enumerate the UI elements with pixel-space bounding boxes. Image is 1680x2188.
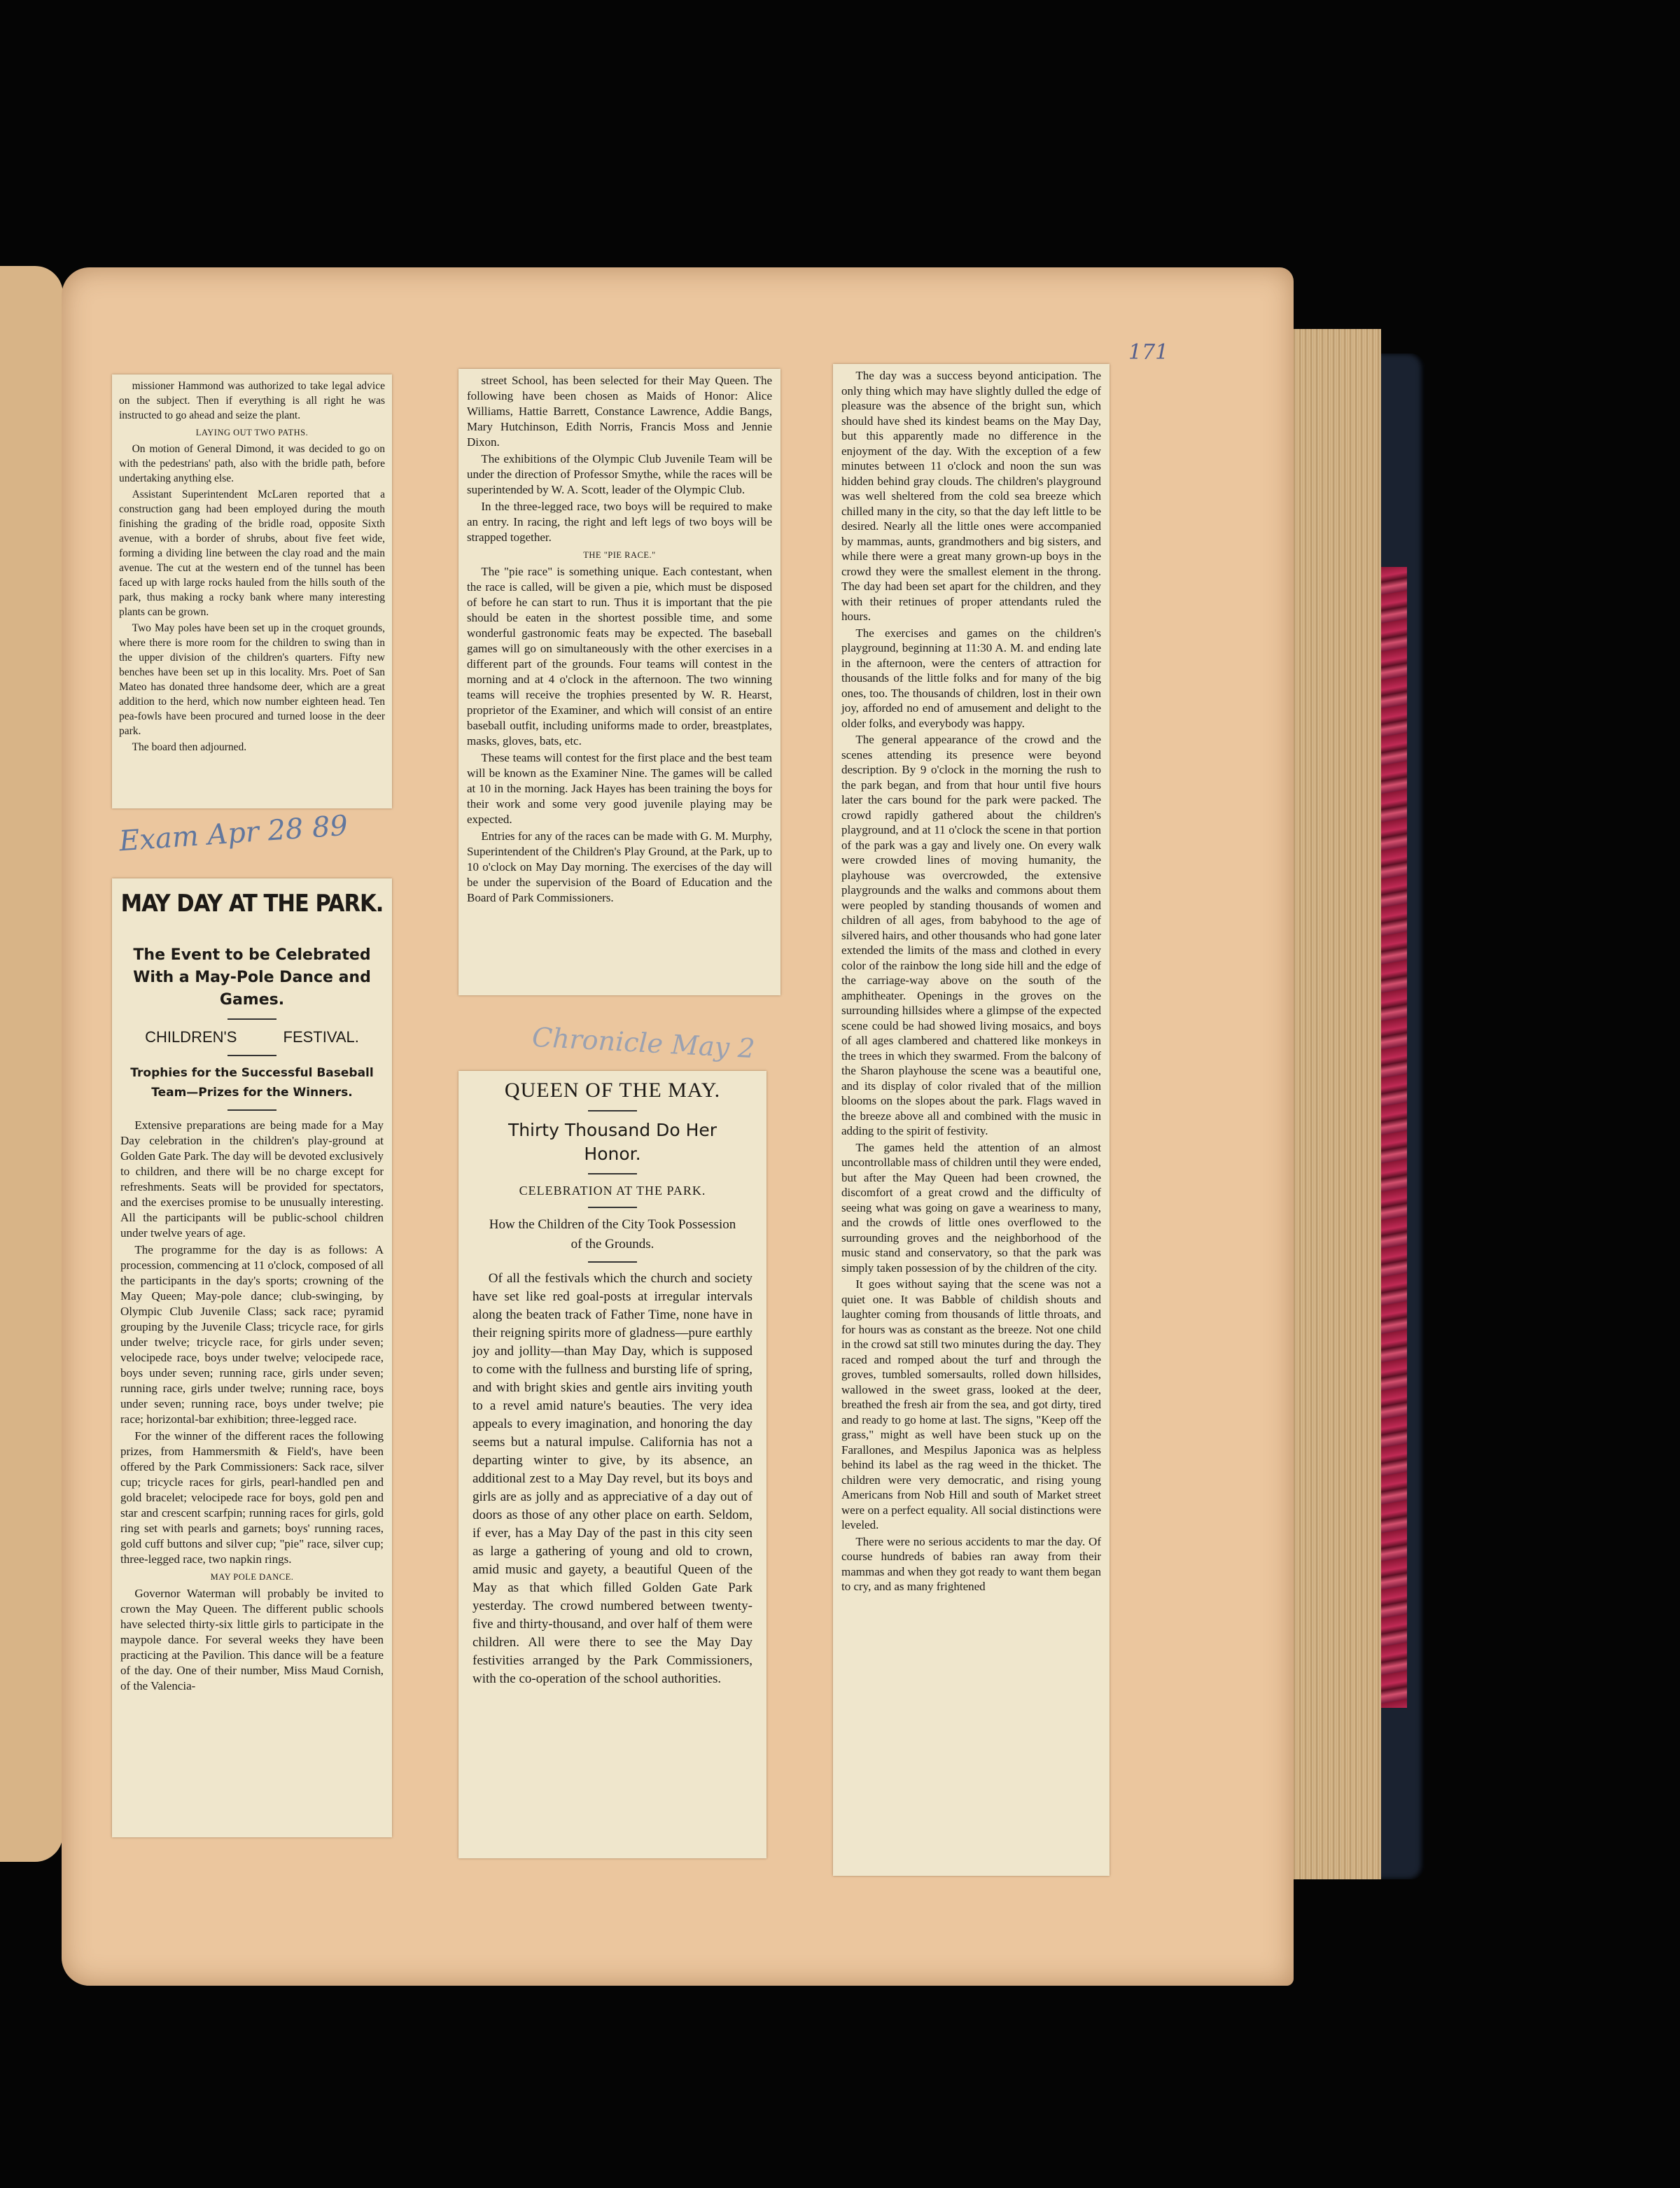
previous-page-edge [0,266,63,1862]
divider [227,1109,276,1111]
middle-clipping-top [458,369,780,995]
subheading: LAYING OUT TWO PATHS. [195,428,309,437]
article-paragraph: Of all the festivals which the church and society have set like red goal-posts at irregular intervals along the beaten track of Father Time, none have in their reigning spirits more of gladness—pure earthly joy and jollity—than May Day, which is supposed to come with the fullness and bursting life of spring, and with bright skies and gentle airs inviting youth to a revel amid nature's beauties. The very idea appeals to every imagination, and honoring the day seems but a natural impulse. California has not a departing winter to give, by its absence, an additional zest to a May Day revel, but its boys and girls are as jolly and as appreciative of a day out of doors as those of any other place on earth. Seldom, if ever, has a May Day of the past in this city seen as large a gathering of young and old to crown, amid music and gayety, a beautiful Queen of the May as that which filled Golden Gate Park yesterday. The crowd numbered between twenty-five and thirty-thousand, and over half of them were children. All were there to see the May Day festivities arranged by the Park Commissioners, with the co-operation of the school authorities. [472,1271,752,1686]
article-paragraph: Two May poles have been set up in the croquet grounds, where there is more room for the children to swing than in the upper division of the children's quarters. Fifty new benches have been set up in this locality. Mrs. Poet of San Mateo has donated three handsome deer, which are a great addition to the herd, which now number eighteen head. Ten pea-fowls have been procured and turned loose in the deer park. [119,622,385,737]
handwritten-source-note: Chronicle May 2 [531,1021,756,1065]
headline: QUEEN OF THE MAY. [504,1079,721,1102]
article-paragraph: It goes without saying that the scene was not a quiet one. It was Babble of childish shouts and laughter coming from thousands of little throats, and for hours was as constant as the breeze. Not one child in the crowd sat still two minutes during the day. They raced and romped about the turf and through the groves, tumbled somersaults, rolled down hillsides, wallowed in the sweet grass, looked at the deer, breathed the fresh air from the sea, and got dirty, tired and ready to go home at last. The signs, "Keep off the grass," might as well have been stuck up on the Farallones, and Mespilus Japonica was as helpless behind its label as the rag weed in the thicket. The children were very democratic, and rising young Americans from Nob Hill and south of Market street were on a perfect equality. All social distinctions were leveled. [841,1277,1101,1531]
subheading: THE "PIE RACE." [583,550,656,560]
article-paragraph: The board then adjourned. [132,741,247,753]
divider [588,1261,637,1263]
divider [227,1018,276,1020]
article-paragraph: In the three-legged race, two boys will be required to make an entry. In racing, the right and left legs of two boys will be strapped together. [467,500,772,544]
article-paragraph: street School, has been selected for their May Queen. The following have been chosen as Maids of Honor: Alice Williams, Hattie Barrett, Constance Lawrence, Addie Bangs, Mary Hutchinson, Edith Norris, Francis Moss and Jennie Dixon. [467,374,772,449]
article-paragraph: The exercises and games on the children's playground, beginning at 11:30 A. M. and ending late in the afternoon, were the centers of attraction for thousands of the little folks and for many of the big ones, too. The thousands of children, lost in their own joy, afforded no end of amusement and delight to the older folks, and everybody was happy. [841,626,1101,730]
deck-subtitle: Thirty Thousand Do Her Honor. [507,1120,718,1164]
right-clipping [833,364,1110,1876]
left-top-paragraphs [119,379,385,423]
article-paragraph: The exhibitions of the Olympic Club Juvenile Team will be under the direction of Professor Smythe, while the races will be superintended by W. A. Scott, leader of the Olympic Club. [467,452,772,496]
deck-subtitle: CELEBRATION AT THE PARK. [519,1184,706,1198]
deck-subtitle: The Event to be Celebrated With a May-Pole Dance and Games. [133,946,371,1009]
handwritten-source-note: Exam Apr 28 89 [118,809,349,858]
left-clipping-top [112,374,392,808]
article-paragraph: These teams will contest for the first place and the best team will be known as the Examiner Nine. The games will be called at 10 in the morning. Jack Hayes has been training the boys for their work and some very good juvenile playing may be expected. [467,751,772,826]
divider [227,1055,276,1056]
deck-subtitle: Trophies for the Successful Baseball Team—Prizes for the Winners. [130,1066,374,1100]
article-paragraph: The general appearance of the crowd and the scenes attending its presence were beyond description. By 9 o'clock in the morning the rush to the park began, and from that hour until five hours later the cars bound for the park were packed. The crowd rapidly gathered about the children's playground, and at 11 o'clock the scene in that portion of the park was a gay and lively one. On every walk were crowded lines of moving humanity, the playhouse was overcrowded, the extensive playgrounds and the walks and commons about them were peopled by standing thousands of women and children of all ages, from babyhood to the age of silvered hairs, and other thousands who had gone later extended the limits of the mass and clothed in every color of the rainbow the long side hill and the edge of the carriage-way above on the south of the amphitheater. Openings in the groves on the surrounding hillsides where a glimpse of the expected scene could be had showed living mosaics, and boys of all ages clambered and chattered like monkeys in the trees in which they swarmed. From the balcony of the Sharon playhouse the scene was a beautiful one, and its display of color rivaled that of the million blooms on the slopes about the park. Flags waved in the breeze above all and combined with the music in adding to the spirit of festivity. [841,733,1101,1137]
page-number: 171 [1128,340,1169,365]
subheading: MAY POLE DANCE. [210,1572,294,1582]
article-paragraph: There were no serious accidents to mar the day. Of course hundreds of babies ran away from their mammas and when they got ready to want them began to cry, and as many frightened [841,1534,1101,1593]
divider [588,1207,637,1208]
marbled-edge [1379,567,1407,1708]
headline: MAY DAY AT THE PARK. [120,890,384,918]
article-paragraph: Assistant Superintendent McLaren reported that a construction gang had been employed during the mouth finishing the grading of the bridle road, opposite Sixth avenue, with a border of shrubs, about five feet wide, forming a dividing line between the clay road and the main avenue. The cut at the western end of the tunnel has been faced up with large rocks hauled from the hills south of the park, thus making a rocky bank where many interesting plants can be grown. [119,489,385,618]
article-paragraph: For the winner of the different races the following prizes, from Hammersmith & Field's, have been offered by the Park Commissioners: Sack race, silver cup; tricycle races for girls, pearl-handled pen and gold bracelet; velocipede race for boys, gold pen and star and crescent scarfpin; running races for girls, gold ring set with pearls and garnets; boys' running races, gold cuff buttons and silver cup; "pie" race, silver cup; three-legged race, two napkin rings. [120,1429,384,1566]
article-paragraph: Governor Waterman will probably be invited to crown the May Queen. The different public schools have selected thirty-six little girls to participate in the maypole dance. For several weeks they have been practicing at the Pavilion. This dance will be a feature of the day. One of their number, Miss Maud Cornish, of the Valencia- [120,1587,384,1692]
article-paragraph: Entries for any of the races can be made with G. M. Murphy, Superintendent of the Children's Play Ground, at the Park, up to 10 o'clock on May Day morning. The exercises of the day will be under the supervision of the Board of Education and the Board of Park Commissioners. [467,829,772,904]
deck-subtitle: How the Children of the City Took Possession of the Grounds. [489,1217,736,1251]
article-paragraph: The "pie race" is something unique. Each contestant, when the race is called, will be given a pie, which must be disposed of before he can start to run. Thus it is important that the pie should be eaten in the shortest possible time, and some wonderful gastronomic feats may be expected. The baseball games will go on simultaneously with the other exercises in a different part of the grounds. Four teams will contest in the morning and at 4 o'clock in the afternoon. The two winning teams will receive the trophies presented by W. R. Hearst, proprietor of the Examiner, and which will consist of an entire baseball outfit, including uniforms made to order, breastplates, masks, gloves, bats, etc. [467,565,772,748]
left-clipping-main [112,878,392,1837]
article-paragraph: The games held the attention of an almost uncontrollable mass of children until they were ended, but after the May Queen had been crowned, the discomfort of a great crowd and the difficulty of seeing what was going on gave a weariness to many, and the crowds of little ones overflowed to the surrounding groves and the neighborhood of the music stand and conservatory, so that the park was simply taken possession of by the children of the city. [841,1140,1101,1275]
deck-subtitle: CHILDREN'S FESTIVAL. [145,1028,359,1046]
article-paragraph: On motion of General Dimond, it was decided to go on with the pedestrians' path, also with the bridle path, before undertaking anything else. [119,443,385,484]
article-paragraph: Extensive preparations are being made for a May Day celebration in the children's play-ground at Golden Gate Park. The day will be devoted exclusively to children, and there will be no charge except for refreshments. Seats will be provided for spectators, and the exercises promise to be unusually interesting. All the participants will be public-school children under twelve years of age. [120,1118,384,1240]
middle-clipping-main [458,1071,766,1858]
divider [588,1110,637,1111]
divider [588,1173,637,1174]
article-paragraph: The programme for the day is as follows: A procession, commencing at 11 o'clock, composed of all the participants in the day's sports; crowning of the May Queen; May-pole dance; club-swinging, by Olympic Club Juvenile Class; sack race; pyramid grouping by the Juvenile Class; tricycle race, for girls under twelve; tricycle race, for girls under seven; velocipede race, boys under twelve; velocipede race, boys under seven; running race, girls under seven; running race, girls under twelve; running race, boys under seven; running race, boys under twelve; pie race; horizontal-bar exhibition; three-legged race. [120,1243,384,1426]
article-paragraph: The day was a success beyond anticipation. The only thing which may have slightly dulled the edge of pleasure was the absence of the bright sun, which should have shed its kindest beams on the May Day, but this apparently made no difference in the enjoyment of the day. With the exception of a few minutes between 11 o'clock and noon the sun was hidden behind gray clouds. The children's playground was well sheltered from the cold sea breeze which chilled many in the city, so that the day left little to be desired. Nearly all the little ones were accompanied by mammas, aunts, grandmothers and big sisters, and while there were a great many grown-up boys in the crowd they were the smallest element in the throng. The day had been set apart for the children, and they with their retinues of proper attendants ruled the hours. [841,369,1101,623]
article-paragraph: missioner Hammond was authorized to take legal advice on the subject. Then if everything is all right he was instructed to go ahead and seize the plant. [119,380,385,421]
